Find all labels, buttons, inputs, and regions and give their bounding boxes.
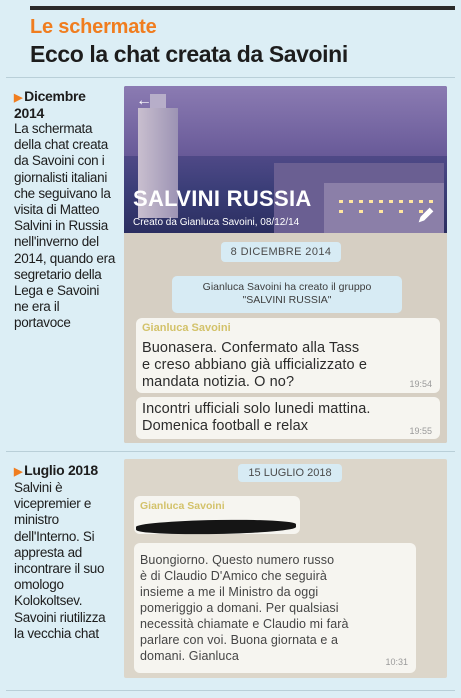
date-pill: 15 LUGLIO 2018 — [238, 464, 342, 482]
message-time: 19:54 — [409, 379, 432, 389]
caption-text: La schermata della chat creata da Savoini con i giornalisti italiani che seguivano la visita di Matteo Salvini in Russia nell'inverno del 2014, quando era segretario della Lega e Savoini ne era il portavoce — [14, 121, 116, 331]
sender-name: Gianluca Savoini — [142, 322, 231, 334]
date-heading: ▶ Luglio 2018 — [14, 462, 98, 478]
message-line: domani. Gianluca — [140, 649, 239, 663]
caption-july-2018 — [14, 463, 116, 642]
caption-text: Salvini è vicepremier e ministro dell'Interno. Si appresta ad incontrare il suo omologo Kolokoltsev. Savoini riutilizza la vecchia chat — [14, 480, 106, 641]
group-name: SALVINI RUSSIA — [133, 186, 312, 211]
divider — [6, 77, 455, 78]
group-header — [124, 86, 447, 233]
system-message: Gianluca Savoini ha creato il gruppo "SALVINI RUSSIA" — [172, 276, 402, 313]
back-arrow-icon[interactable]: ← — [136, 92, 152, 109]
message-bubble — [136, 397, 440, 439]
chat-screenshot-2014 — [124, 86, 447, 443]
message-bubble — [136, 318, 440, 393]
message-line: Incontri ufficiali solo lunedi mattina. — [142, 401, 371, 417]
triangle-bullet-icon: ▶ — [14, 466, 23, 478]
message-line: Buonasera. Confermato alla Tass — [142, 340, 360, 356]
message-bubble — [134, 543, 416, 673]
message-line: insieme a me il Ministro da oggi — [140, 585, 319, 599]
date-heading: ▶ Dicembre 2014 — [14, 88, 86, 121]
group-created-by: Creato da Gianluca Savoini, 08/12/14 — [133, 217, 300, 228]
chat-screenshot-2018 — [124, 459, 447, 678]
message-line: pomeriggio a domani. Per qualsiasi — [140, 601, 339, 615]
divider — [6, 451, 455, 452]
divider — [6, 690, 455, 691]
caption-december-2014 — [14, 89, 116, 332]
date-pill: 8 DICEMBRE 2014 — [221, 242, 341, 262]
page-title: Ecco la chat creata da Savoini — [30, 41, 348, 67]
message-line: parlare con voi. Buona giornata e a — [140, 633, 339, 647]
message-line: mandata notizia. O no? — [142, 374, 295, 390]
top-rule — [0, 0, 461, 10]
triangle-bullet-icon: ▶ — [14, 92, 23, 104]
section-kicker: Le schermate — [30, 16, 157, 38]
sender-name: Gianluca Savoini — [140, 500, 225, 512]
message-line: Buongiorno. Questo numero russo — [140, 553, 335, 567]
message-line: e creso abbiano già ufficializzato e — [142, 357, 368, 373]
message-time: 10:31 — [385, 657, 408, 667]
message-time: 19:55 — [409, 426, 432, 436]
pencil-icon[interactable] — [415, 204, 437, 226]
message-line: necessità chiamate e Claudio mi farà — [140, 617, 349, 631]
message-line: è di Claudio D'Amico che seguirà — [140, 569, 327, 583]
message-line: Domenica football e relax — [142, 418, 309, 434]
